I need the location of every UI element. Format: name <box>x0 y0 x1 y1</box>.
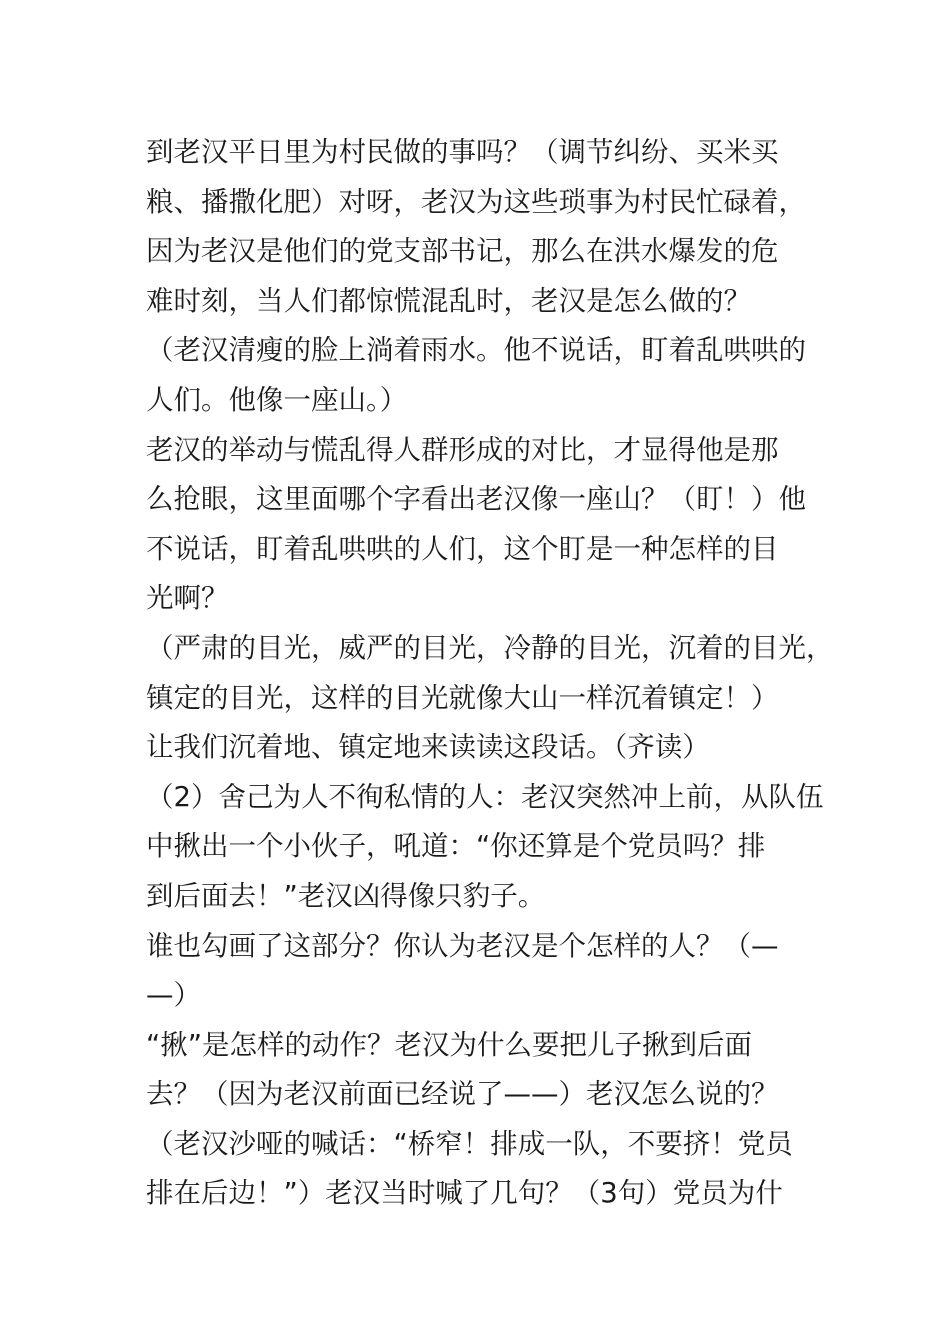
text-line: 谁也勾画了这部分？你认为老汉是个怎样的人？（— <box>146 929 779 962</box>
text-line: 到后面去！”老汉凶得像只豹子。 <box>146 879 546 912</box>
text-line: 镇定的目光，这样的目光就像大山一样沉着镇定！） <box>146 681 779 714</box>
text-line: （老汉沙哑的喊话：“桥窄！排成一队，不要挤！党员 <box>146 1127 793 1160</box>
text-line: （老汉清瘦的脸上淌着雨水。他不说话，盯着乱哄哄的 <box>146 334 806 367</box>
document-body <box>146 128 834 1219</box>
text-line: 排在后边！”）老汉当时喊了几句？（3句）党员为什 <box>146 1177 783 1210</box>
text-line: 么抢眼，这里面哪个字看出老汉像一座山？（盯！）他 <box>146 483 806 516</box>
text-line: “揪”是怎样的动作？老汉为什么要把儿子揪到后面 <box>146 1028 752 1061</box>
text-line: 到老汉平日里为村民做的事吗？（调节纠纷、买米买 <box>146 136 779 168</box>
text-line: （严肃的目光，威严的目光，冷静的目光，沉着的目光， <box>146 631 834 664</box>
text-line: 难时刻，当人们都惊慌混乱时，老汉是怎么做的？ <box>146 284 751 317</box>
text-line: 中揪出一个小伙子，吼道：“你还算是个党员吗？排 <box>146 830 766 863</box>
text-line: 人们。他像一座山。） <box>146 383 408 416</box>
text-line: —） <box>146 979 201 1012</box>
text-line: 粮、播撒化肥）对呀，老汉为这些琐事为村民忙碌着， <box>146 185 806 218</box>
text-line: 让我们沉着地、镇定地来读读这段话。（齐读） <box>146 731 710 764</box>
text-line: 去？（因为老汉前面已经说了——）老汉怎么说的？ <box>146 1078 779 1111</box>
text-line: 不说话，盯着乱哄哄的人们，这个盯是一种怎样的目 <box>146 532 779 565</box>
text-line: （2）舍己为人不徇私情的人：老汉突然冲上前，从队伍 <box>146 780 824 813</box>
text-line: 光啊？ <box>146 582 229 615</box>
text-line: 老汉的举动与慌乱得人群形成的对比，才显得他是那 <box>146 433 779 466</box>
text-line: 因为老汉是他们的党支部书记，那么在洪水爆发的危 <box>146 235 779 268</box>
